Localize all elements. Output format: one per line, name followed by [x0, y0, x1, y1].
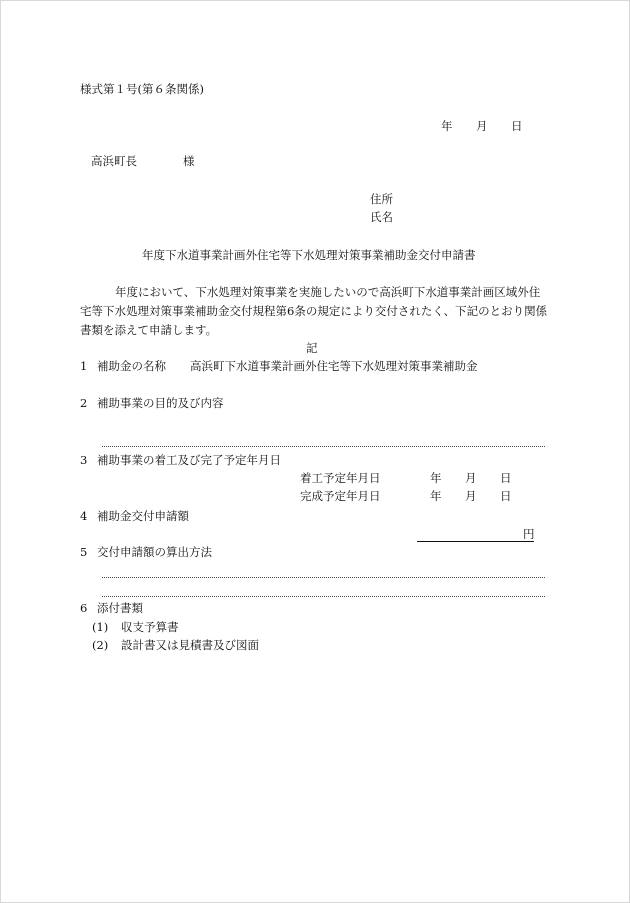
item1-label: 補助金の名称 [97, 359, 166, 373]
document-title: 年度下水道事業計画外住宅等下水処理対策事業補助金交付申請書 [142, 248, 476, 262]
addressee-honorific: 様 [183, 154, 195, 168]
end-date-label: 完成予定年月日 [300, 489, 381, 503]
attachment-2-number: (2) [92, 638, 109, 652]
name-label: 氏名 [370, 210, 393, 224]
date-month-label: 月 [476, 119, 488, 133]
addressee-name: 高浜町長 [91, 154, 137, 168]
item4-label: 補助金交付申請額 [97, 509, 189, 523]
item6-number: 6 [80, 601, 88, 615]
end-day-label: 日 [500, 489, 512, 503]
start-day-label: 日 [500, 471, 512, 485]
end-year-label: 年 [430, 489, 442, 503]
form-number: 様式第１号(第６条関係) [80, 82, 204, 96]
item6-label: 添付書類 [97, 601, 143, 615]
item5-dotted-line-1 [102, 577, 545, 578]
item1-value: 高浜町下水道事業計画外住宅等下水処理対策事業補助金 [190, 359, 478, 373]
item5-label: 交付申請額の算出方法 [97, 545, 212, 559]
item2-dotted-line [102, 446, 545, 447]
item1-number: 1 [80, 359, 88, 373]
ki-heading: 記 [306, 341, 318, 355]
item2-label: 補助事業の目的及び内容 [97, 396, 224, 410]
yen-unit: 円 [523, 527, 535, 541]
item5-number: 5 [80, 545, 88, 559]
item4-number: 4 [80, 509, 88, 523]
item3-number: 3 [80, 453, 88, 467]
attachment-1-number: (1) [92, 620, 109, 634]
start-month-label: 月 [465, 471, 477, 485]
amount-underline [417, 541, 534, 542]
start-date-label: 着工予定年月日 [300, 471, 381, 485]
end-month-label: 月 [465, 489, 477, 503]
attachment-1-text: 収支予算書 [121, 620, 179, 634]
date-year-label: 年 [441, 119, 453, 133]
body-line-1: 年度において、下水処理対策事業を実施したいので高浜町下水道事業計画区域外住 [115, 285, 541, 299]
body-line-2: 宅等下水処理対策事業補助金交付規程第6条の規定により交付されたく、下記のとおり関係 [80, 304, 548, 318]
item3-label: 補助事業の着工及び完了予定年月日 [97, 453, 281, 467]
body-line-3: 書類を添えて申請します。 [80, 323, 218, 337]
attachment-2-text: 設計書又は見積書及び図面 [121, 638, 259, 652]
date-day-label: 日 [511, 119, 523, 133]
item2-number: 2 [80, 396, 88, 410]
start-year-label: 年 [430, 471, 442, 485]
address-label: 住所 [370, 192, 393, 206]
item5-dotted-line-2 [102, 596, 545, 597]
